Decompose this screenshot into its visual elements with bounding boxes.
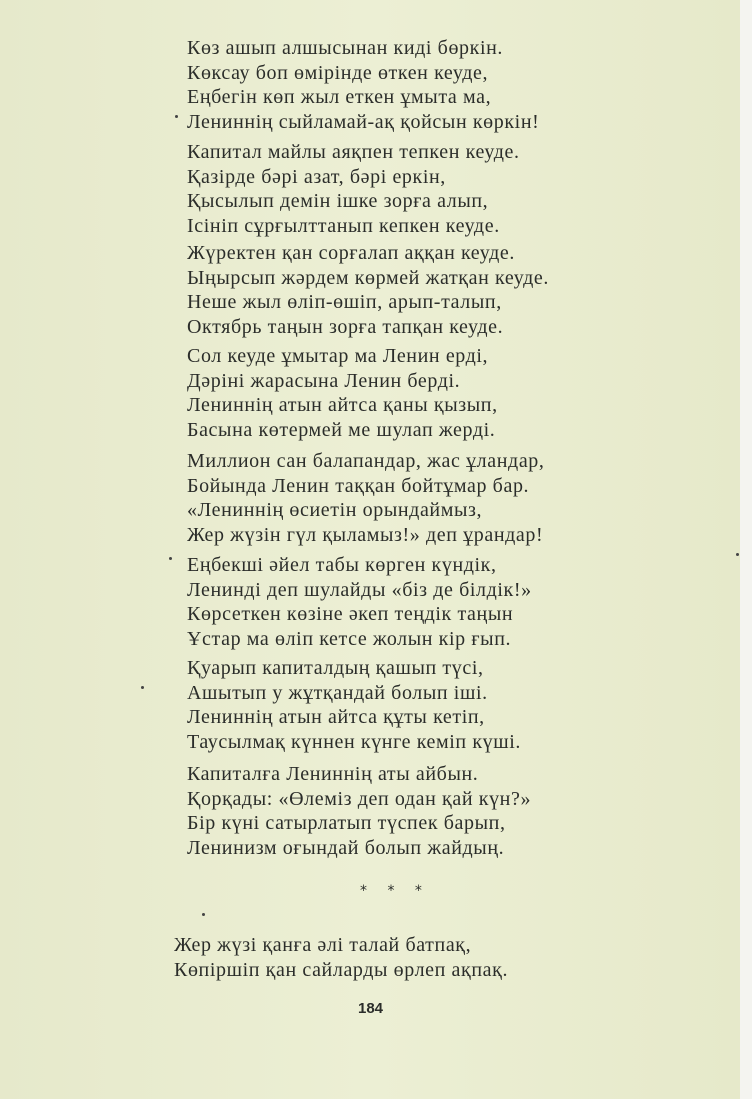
- page-number: 184: [358, 1000, 384, 1017]
- poem-line: Лениннің сыйламай-ақ қойсын көркін!: [187, 110, 540, 133]
- poem-line: Көксау боп өмірінде өткен кеуде,: [187, 61, 489, 84]
- stanza-9: [174, 933, 508, 982]
- page-edge: [740, 0, 752, 1099]
- print-speck: [141, 686, 144, 689]
- poem-line: Ыңырсып жәрдем көрмей жатқан кеуде.: [187, 266, 549, 289]
- poem-line: Қысылып демін ішке зорға алып,: [187, 190, 489, 212]
- poem-line: Көрсеткен көзіне әкеп теңдік таңын: [187, 603, 514, 625]
- poem-line: Таусылмақ күннен күнге кеміп күші.: [187, 730, 522, 753]
- print-speck: [202, 913, 205, 916]
- print-speck: [736, 553, 739, 556]
- poem-line: Қуарып капиталдың қашып түсі,: [187, 657, 484, 679]
- poem-line: «Лениннің өсиетін орындаймыз,: [187, 499, 483, 521]
- stanza-2: [187, 140, 520, 238]
- poem-line: Ұстар ма өліп кетсе жолын кір ғып.: [187, 627, 512, 650]
- poem-line: Капиталға Лениннің аты айбын.: [187, 763, 479, 785]
- poem-line: Октябрь таңын зорға тапқан кеуде.: [187, 315, 504, 338]
- poem-line: Ашытып у жұтқандай болып іші.: [187, 681, 488, 704]
- stanza-1: [187, 36, 539, 134]
- print-speck: [175, 115, 178, 118]
- section-separator: * * *: [360, 883, 430, 899]
- poem-line: Ленинді деп шулайды «біз де білдік!»: [187, 578, 532, 601]
- poem-line: Ленинизм оғындай болып жайдың.: [187, 836, 505, 859]
- poem-line: Ісініп сұрғылттанып кепкен кеуде.: [187, 214, 500, 237]
- stanza-5: [187, 449, 545, 547]
- poem-line: Көз ашып алшысынан киді бөркін.: [187, 37, 504, 59]
- poem-line: Жер жүзі қанға әлі талай батпақ,: [174, 934, 472, 956]
- poem-line: Көпіршіп қан сайларды өрлеп ақпақ.: [174, 958, 509, 981]
- poem-line: Қазірде бәрі азат, бәрі еркін,: [187, 165, 446, 188]
- poem-line: Лениннің атын айтса қаны қызып,: [187, 394, 498, 416]
- poem-line: Миллион сан балапандар, жас ұландар,: [187, 450, 545, 472]
- poem-line: Бойында Ленин таққан бойтұмар бар.: [187, 474, 530, 497]
- poem-line: Дәріні жарасына Ленин берді.: [187, 369, 461, 392]
- poem-line: Неше жыл өліп-өшіп, арып-талып,: [187, 291, 502, 313]
- stanza-3: [187, 241, 549, 339]
- poem-line: Жүректен қан сорғалап аққан кеуде.: [187, 242, 515, 264]
- poem-line: Жер жүзін гүл қыламыз!» деп ұрандар!: [187, 523, 544, 546]
- poem-line: Лениннің атын айтса құты кетіп,: [187, 706, 485, 728]
- poem-line: Қорқады: «Өлеміз деп одан қай күн?»: [187, 787, 532, 810]
- stanza-7: [187, 656, 521, 754]
- print-speck: [169, 557, 172, 560]
- poem-line: Еңбекші әйел табы көрген күндік,: [187, 554, 497, 576]
- poem-line: Сол кеуде ұмытар ма Ленин ерді,: [187, 345, 489, 367]
- poem-line: Еңбегін көп жыл еткен ұмыта ма,: [187, 86, 492, 108]
- poem-line: Бір күні сатырлатып түспек барып,: [187, 812, 506, 834]
- stanza-8: [187, 762, 531, 860]
- stanza-4: [187, 344, 498, 442]
- poem-line: Басына көтермей ме шулап жерді.: [187, 418, 496, 441]
- stanza-6: [187, 553, 532, 651]
- poem-line: Капитал майлы аяқпен тепкен кеуде.: [187, 141, 520, 163]
